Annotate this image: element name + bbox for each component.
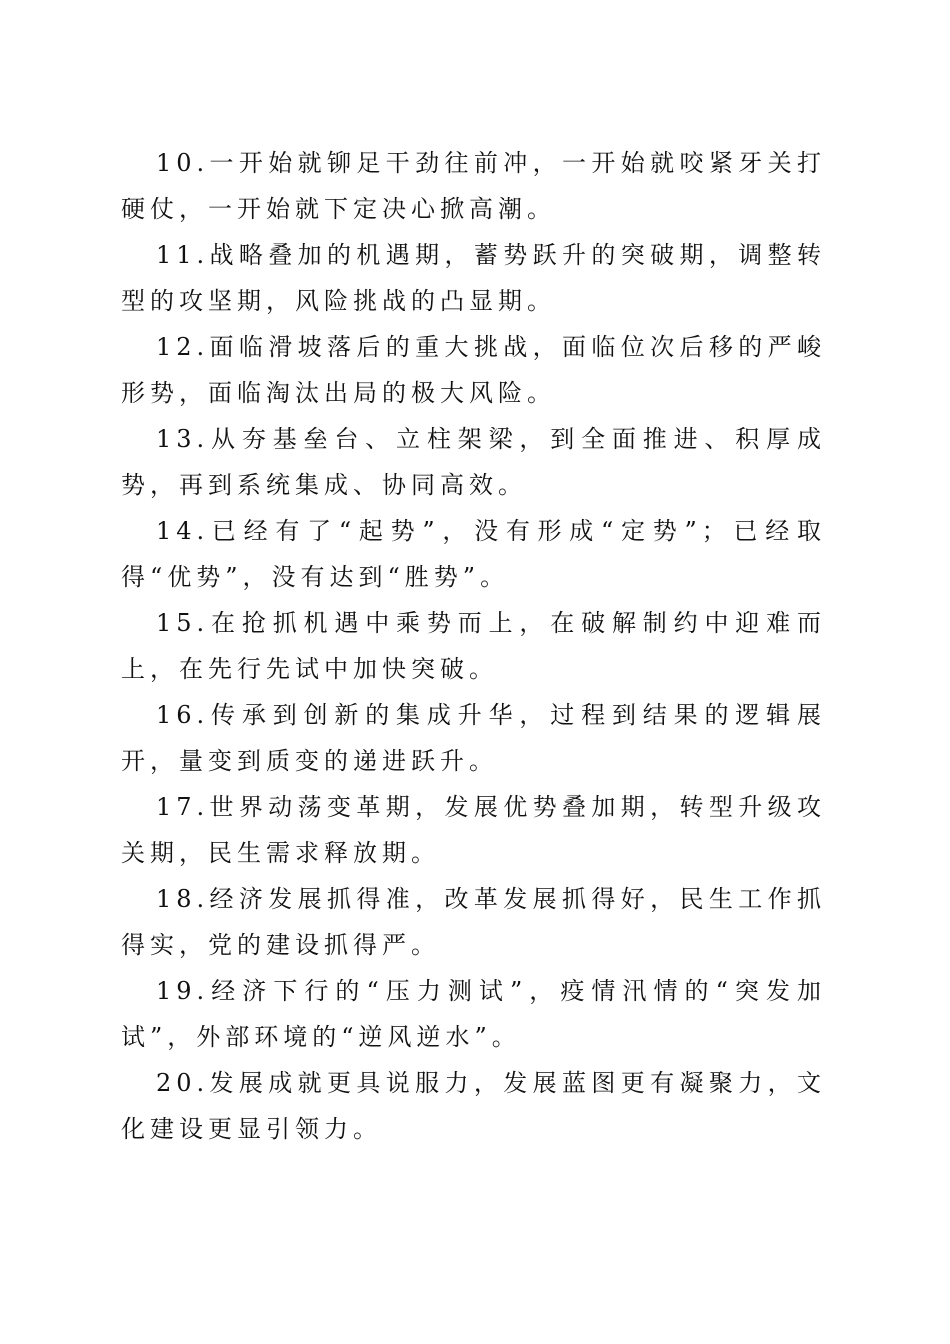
paragraph-18: 18.经济发展抓得准，改革发展抓得好，民生工作抓得实，党的建设抓得严。 (121, 885, 826, 959)
paragraph-17: 17.世界动荡变革期，发展优势叠加期，转型升级攻关期，民生需求释放期。 (121, 793, 826, 867)
paragraph-10: 10.一开始就铆足干劲往前冲，一开始就咬紧牙关打硬仗，一开始就下定决心掀高潮。 (121, 149, 826, 223)
paragraph-16: 16.传承到创新的集成升华，过程到结果的逻辑展开，量变到质变的递进跃升。 (121, 701, 826, 775)
paragraph-12: 12.面临滑坡落后的重大挑战，面临位次后移的严峻形势，面临淘汰出局的极大风险。 (121, 333, 826, 407)
paragraph-20: 20.发展成就更具说服力，发展蓝图更有凝聚力，文化建设更显引领力。 (121, 1069, 826, 1143)
document-body (121, 140, 826, 1152)
paragraph-11: 11.战略叠加的机遇期，蓄势跃升的突破期，调整转型的攻坚期，风险挑战的凸显期。 (121, 241, 826, 315)
paragraph-15: 15.在抢抓机遇中乘势而上，在破解制约中迎难而上，在先行先试中加快突破。 (121, 609, 826, 683)
paragraph-19: 19.经济下行的“压力测试”，疫情汛情的“突发加试”，外部环境的“逆风逆水”。 (121, 977, 826, 1051)
paragraph-14: 14.已经有了“起势”，没有形成“定势”；已经取得“优势”，没有达到“胜势”。 (121, 517, 826, 591)
paragraph-13: 13.从夯基垒台、立柱架梁，到全面推进、积厚成势，再到系统集成、协同高效。 (121, 425, 826, 499)
